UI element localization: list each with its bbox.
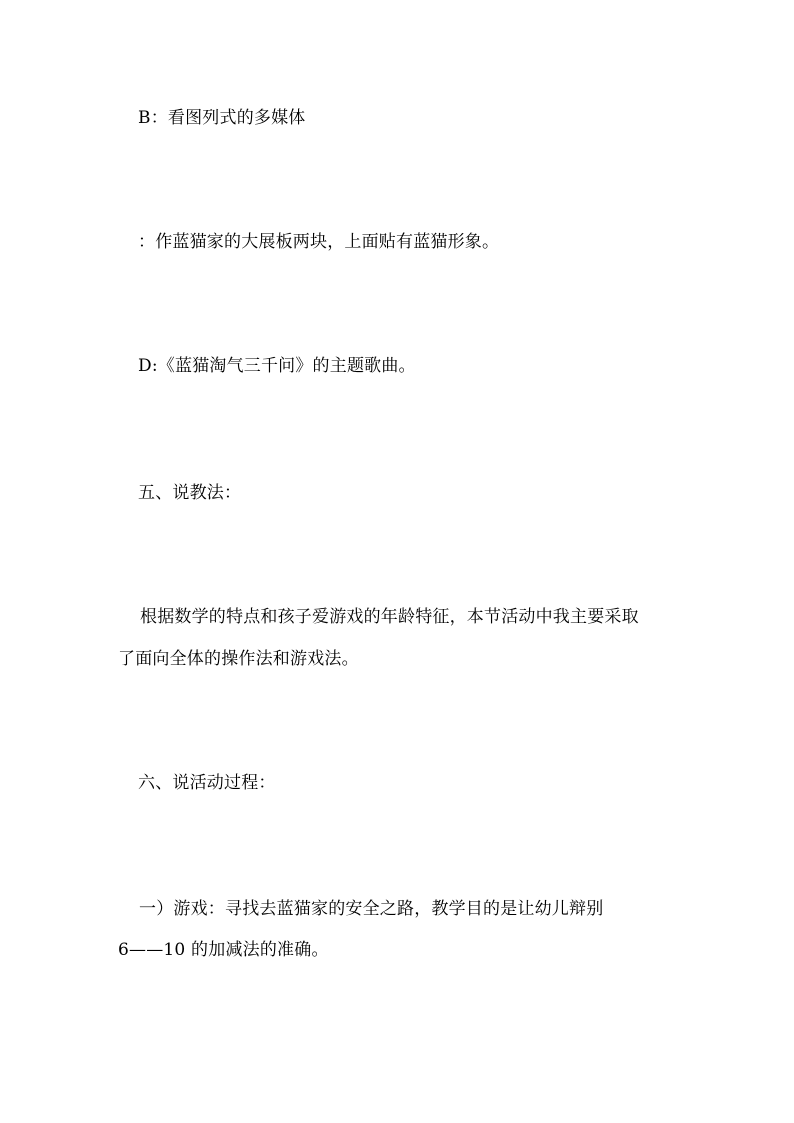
material-c-line: ：作蓝猫家的大展板两块，上面贴有蓝猫形象。 (138, 232, 500, 252)
teaching-method-line-2: 了面向全体的操作法和游戏法。 (118, 649, 359, 669)
teaching-method-line-1: 根据数学的特点和孩子爱游戏的年龄特征，本节活动中我主要采取 (140, 607, 639, 627)
material-d-line: D:《蓝猫淘气三千问》的主题歌曲。 (138, 356, 416, 376)
activity-process-line-1: 一）游戏：寻找去蓝猫家的安全之路，教学目的是让幼儿辩别 (139, 899, 604, 919)
section-six-heading: 六、说活动过程： (138, 773, 276, 793)
section-five-heading: 五、说教法： (138, 483, 242, 503)
activity-process-line-2: 6——10 的加减法的准确。 (118, 940, 329, 960)
material-b-line: B：看图列式的多媒体 (138, 108, 306, 128)
